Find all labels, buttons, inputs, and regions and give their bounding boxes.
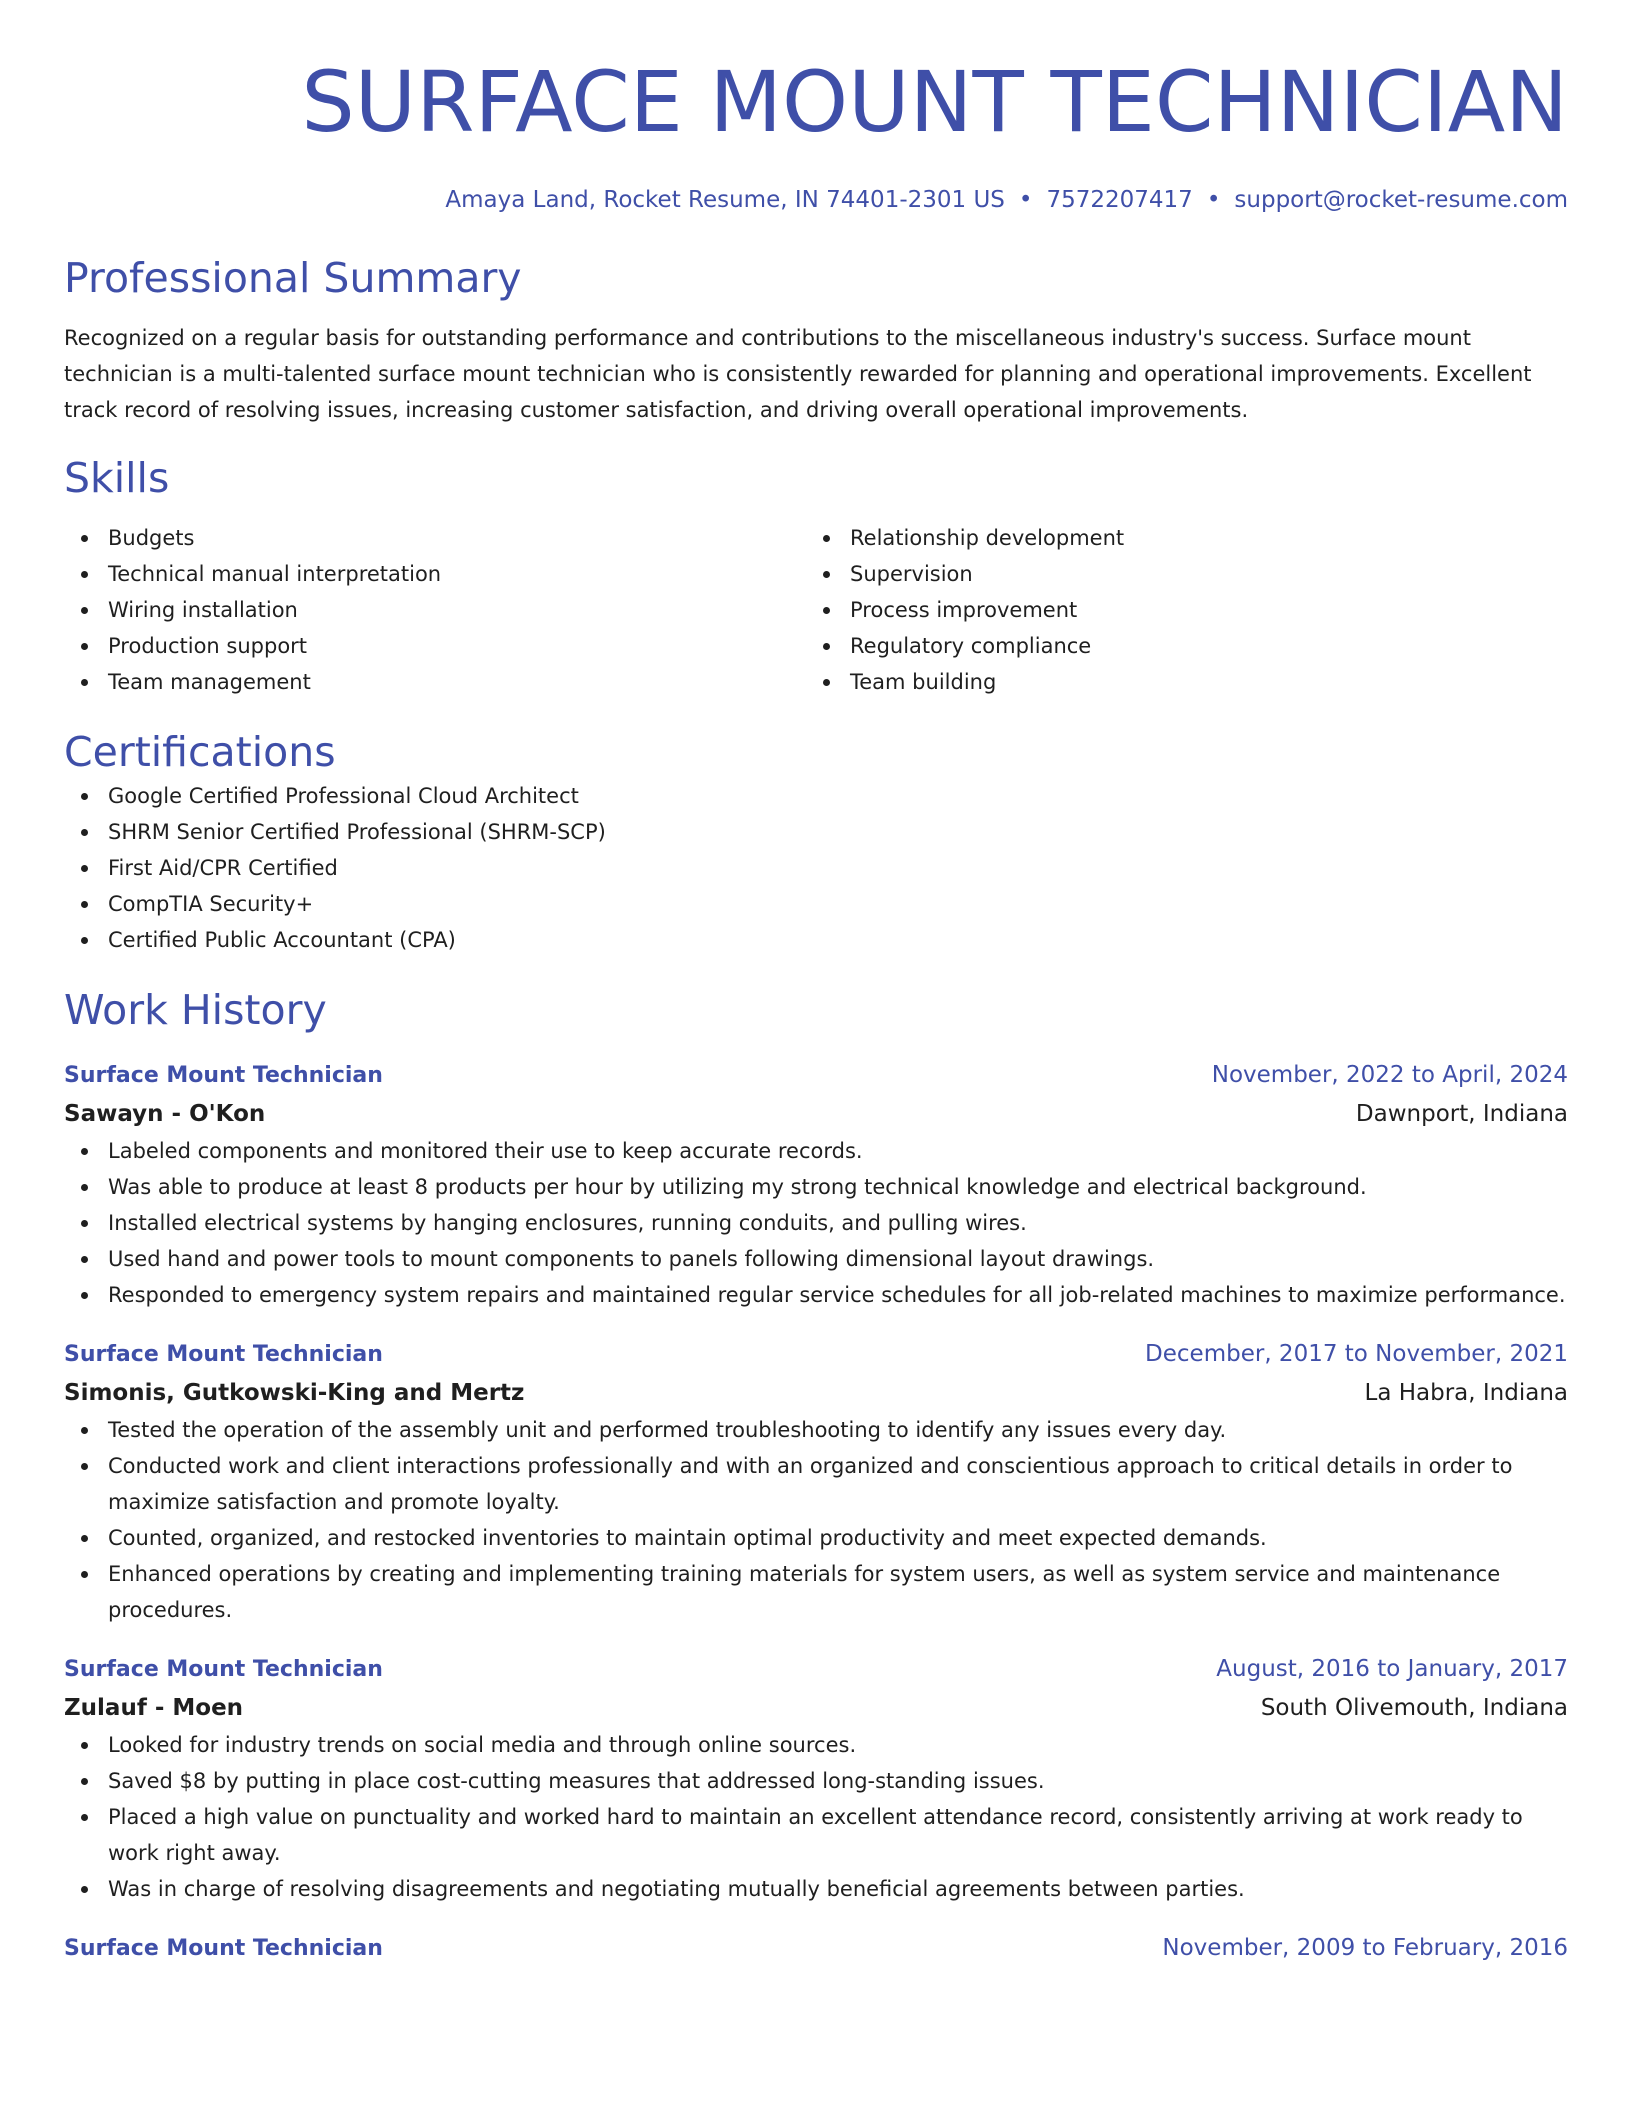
job-duty-item (64, 1520, 1568, 1556)
job-employer-row (64, 1095, 1568, 1133)
job-dates: November, 2009 to February, 2016 (1162, 1935, 1568, 1961)
job-employer-row (64, 1374, 1568, 1412)
certification-item (64, 850, 1568, 886)
bullet-icon (81, 535, 88, 542)
summary-heading: Professional Summary (64, 254, 522, 302)
resume-title: SURFACE MOUNT TECHNICIAN (301, 53, 1568, 151)
job-duties-list (64, 1727, 1568, 1907)
skills-heading: Skills (64, 454, 170, 502)
skill-label: Team management (108, 670, 311, 694)
bullet-icon (823, 571, 830, 578)
bullet-icon (81, 1742, 88, 1749)
job-location: La Habra, Indiana (1364, 1380, 1568, 1406)
bullet-icon (81, 1148, 88, 1155)
certification-item (64, 886, 1568, 922)
bullet-icon (81, 1427, 88, 1434)
skill-label: Budgets (108, 526, 195, 550)
job-duty-item (64, 1556, 1568, 1628)
certification-label: CompTIA Security+ (108, 892, 314, 916)
bullet-icon (81, 865, 88, 872)
job-duty-text: Tested the operation of the assembly unit and performed troubleshooting to identify any issues every day. (108, 1418, 1227, 1442)
job-duty-text: Labeled components and monitored their use to keep accurate records. (108, 1139, 863, 1163)
job-dates: August, 2016 to January, 2017 (1216, 1656, 1568, 1682)
bullet-icon (81, 829, 88, 836)
job-dates: November, 2022 to April, 2024 (1211, 1062, 1568, 1088)
bullet-icon (823, 679, 830, 686)
contact-phone[interactable]: 7572207417 (1046, 187, 1193, 213)
skills-column-left (64, 520, 806, 700)
bullet-icon (81, 643, 88, 650)
skill-item (806, 592, 1548, 628)
job-duty-text: Conducted work and client interactions professionally and with an organized and conscientious approach to critical details in order to maximize satisfaction and promote loyalty. (108, 1454, 1513, 1514)
skill-item (806, 664, 1548, 700)
job-duty-item (64, 1133, 1568, 1169)
job-duty-text: Looked for industry trends on social media and through online sources. (108, 1733, 857, 1757)
job-company: Simonis, Gutkowski-King and Mertz (64, 1380, 525, 1406)
job-entry (64, 1929, 1568, 1968)
job-duty-item (64, 1412, 1568, 1448)
job-duties-list (64, 1133, 1568, 1313)
job-header-row (64, 1335, 1568, 1374)
job-duty-item (64, 1727, 1568, 1763)
job-entry (64, 1056, 1568, 1313)
job-duty-item (64, 1763, 1568, 1799)
job-duties-list (64, 1412, 1568, 1628)
job-employer-row (64, 1689, 1568, 1727)
certifications-list (64, 778, 1568, 958)
skill-label: Relationship development (850, 526, 1125, 550)
contact-line (64, 184, 1568, 216)
certification-label: SHRM Senior Certified Professional (SHRM-SCP) (108, 820, 606, 844)
job-title: Surface Mount Technician (64, 1342, 383, 1367)
certification-label: First Aid/CPR Certified (108, 856, 338, 880)
contact-separator: • (1206, 187, 1221, 213)
bullet-icon (81, 1220, 88, 1227)
job-duty-text: Placed a high value on punctuality and worked hard to maintain an excellent attendance record, consistently arriving at work ready to work right away. (108, 1805, 1523, 1865)
skill-item (806, 628, 1548, 664)
skill-item (806, 556, 1548, 592)
bullet-icon (81, 793, 88, 800)
summary-text: Recognized on a regular basis for outstanding performance and contributions to the miscellaneous industry's success. Surface mount technician is a multi-talented surface mount technician who is consistently rewarded for planning and operational improvements. Excellent track record of resolving issues, increasing customer satisfaction, and driving overall operational improvements. (64, 326, 1532, 422)
resume-page (64, 0, 1568, 1968)
bullet-icon (81, 1535, 88, 1542)
job-entry (64, 1335, 1568, 1628)
skill-label: Team building (850, 670, 997, 694)
bullet-icon (81, 1184, 88, 1191)
bullet-icon (81, 1571, 88, 1578)
skill-item (64, 628, 806, 664)
bullet-icon (81, 571, 88, 578)
bullet-icon (81, 1463, 88, 1470)
certification-item (64, 814, 1568, 850)
job-dates: December, 2017 to November, 2021 (1145, 1341, 1568, 1367)
job-duty-item (64, 1871, 1568, 1907)
bullet-icon (81, 1256, 88, 1263)
bullet-icon (81, 1292, 88, 1299)
contact-email[interactable]: support@rocket-resume.com (1234, 187, 1568, 213)
bullet-icon (81, 901, 88, 908)
job-header-row (64, 1056, 1568, 1095)
job-duty-item (64, 1241, 1568, 1277)
skill-item (64, 520, 806, 556)
job-duty-text: Responded to emergency system repairs and maintained regular service schedules for all job-related machines to maximize performance. (108, 1283, 1566, 1307)
bullet-icon (823, 535, 830, 542)
certification-item (64, 922, 1568, 958)
certification-item (64, 778, 1568, 814)
job-duty-text: Was in charge of resolving disagreements and negotiating mutually beneficial agreements between parties. (108, 1877, 1245, 1901)
job-duty-text: Was able to produce at least 8 products per hour by utilizing my strong technical knowledge and electrical background. (108, 1175, 1367, 1199)
skill-label: Process improvement (850, 598, 1078, 622)
certification-label: Certified Public Accountant (CPA) (108, 928, 456, 952)
job-duty-item (64, 1169, 1568, 1205)
bullet-icon (81, 1886, 88, 1893)
job-header-row (64, 1650, 1568, 1689)
job-duty-text: Enhanced operations by creating and implementing training materials for system users, as well as system service and maintenance procedures. (108, 1562, 1501, 1622)
skill-label: Technical manual interpretation (108, 562, 442, 586)
bullet-icon (823, 607, 830, 614)
job-duty-text: Used hand and power tools to mount components to panels following dimensional layout drawings. (108, 1247, 1155, 1271)
work-history-heading: Work History (64, 986, 327, 1034)
job-title: Surface Mount Technician (64, 1063, 383, 1088)
skill-item (806, 520, 1548, 556)
job-duty-item (64, 1799, 1568, 1871)
certification-label: Google Certified Professional Cloud Architect (108, 784, 579, 808)
job-title: Surface Mount Technician (64, 1657, 383, 1682)
job-entry (64, 1650, 1568, 1907)
job-duty-item (64, 1277, 1568, 1313)
bullet-icon (81, 1778, 88, 1785)
job-location: Dawnport, Indiana (1355, 1101, 1568, 1127)
skill-label: Regulatory compliance (850, 634, 1092, 658)
job-duty-text: Installed electrical systems by hanging enclosures, running conduits, and pulling wires. (108, 1211, 1027, 1235)
job-duty-text: Counted, organized, and restocked inventories to maintain optimal productivity and meet expected demands. (108, 1526, 1267, 1550)
skills-grid (64, 520, 1568, 700)
skill-item (64, 556, 806, 592)
contact-address: Amaya Land, Rocket Resume, IN 74401-2301 US (445, 187, 1005, 213)
bullet-icon (81, 607, 88, 614)
skill-item (64, 592, 806, 628)
bullet-icon (81, 937, 88, 944)
job-duty-item (64, 1205, 1568, 1241)
skill-label: Supervision (850, 562, 973, 586)
skills-column-right (806, 520, 1548, 700)
job-company: Sawayn - O'Kon (64, 1101, 266, 1127)
bullet-icon (823, 643, 830, 650)
job-title: Surface Mount Technician (64, 1936, 383, 1961)
job-header-row (64, 1929, 1568, 1968)
skill-item (64, 664, 806, 700)
job-company: Zulauf - Moen (64, 1695, 244, 1721)
job-location: South Olivemouth, Indiana (1260, 1695, 1568, 1721)
job-duty-text: Saved $8 by putting in place cost-cutting measures that addressed long-standing issues. (108, 1769, 1045, 1793)
contact-separator: • (1018, 187, 1033, 213)
skill-label: Wiring installation (108, 598, 298, 622)
bullet-icon (81, 679, 88, 686)
bullet-icon (81, 1814, 88, 1821)
job-duty-item (64, 1448, 1568, 1520)
skill-label: Production support (108, 634, 308, 658)
certifications-heading: Certifications (64, 728, 336, 776)
